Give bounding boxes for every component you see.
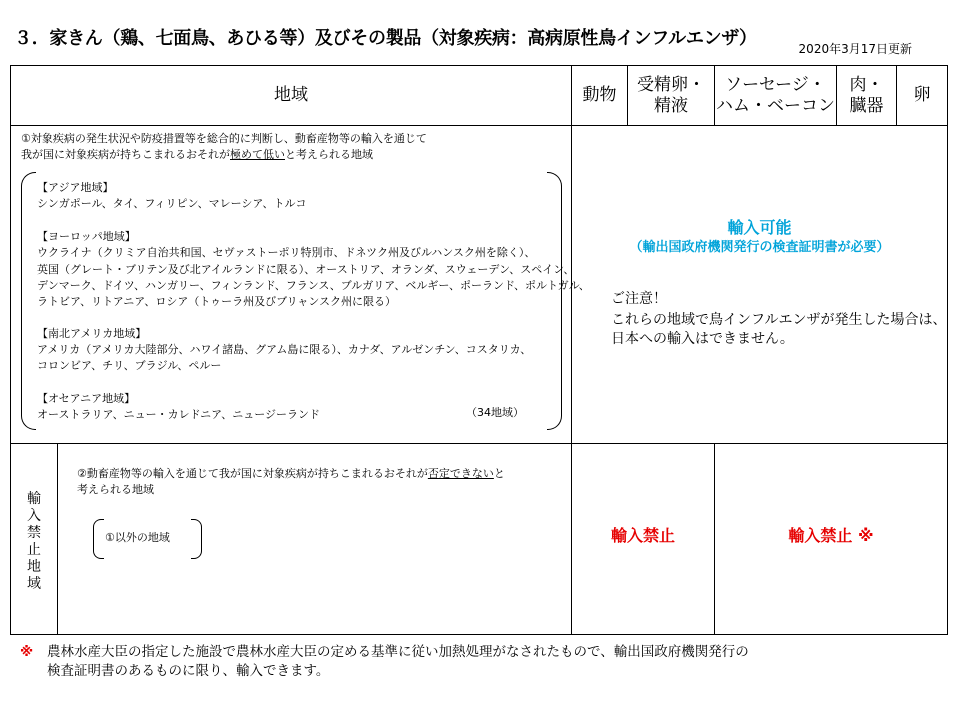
america-list-2: コロンビア、チリ、ブラジル、ペルー bbox=[37, 359, 222, 372]
banned-intro-pre: ②動畜産物等の輸入を通じて我が国に対象疾病が持ちこまれるおそれが bbox=[77, 467, 428, 480]
header-sausage-line2: ハム・ベーコン bbox=[716, 95, 835, 116]
oceania-list: オーストラリア、ニュー・カレドニア、ニュージーランド bbox=[37, 408, 321, 421]
caution-heading: ご注意！ bbox=[611, 291, 667, 307]
list-left-bracket bbox=[21, 172, 36, 430]
footnote-mark: ※ bbox=[20, 644, 34, 660]
header-region: 地域 bbox=[274, 85, 308, 105]
asia-list: シンガポール、タイ、フィリピン、マレーシア、トルコ bbox=[37, 197, 307, 210]
side-char: 輸 bbox=[27, 491, 41, 507]
america-list-1: アメリカ（アメリカ大陸部分、ハワイ諸島、グアム島に限る）、カナダ、アルゼンチン、コスタリカ、 bbox=[37, 343, 532, 356]
row-divider bbox=[11, 443, 947, 444]
europe-heading: 【ヨーロッパ地域】 bbox=[37, 230, 136, 243]
header-meat bbox=[837, 66, 896, 125]
region-divider bbox=[571, 66, 572, 634]
europe-list-1: ウクライナ（クリミア自治共和国、セヴァストーポリ特別市、ドネツク州及びルハンスク州を除く）、 bbox=[37, 246, 536, 259]
region-count: （34地域） bbox=[466, 406, 524, 419]
header-egg-semen-line2: 精液 bbox=[654, 95, 688, 116]
allowed-intro-line2 bbox=[21, 147, 373, 163]
header-sausage bbox=[715, 66, 836, 125]
other-regions: ①以外の地域 bbox=[105, 531, 170, 544]
caution-line-1: これらの地域で鳥インフルエンザが発生した場合は、 bbox=[611, 312, 947, 328]
regulation-table bbox=[10, 65, 948, 635]
header-meat-line2: 臓器 bbox=[849, 95, 884, 116]
footnote-line-2: 検査証明書のあるものに限り、輸入できます。 bbox=[47, 663, 330, 679]
banned-side-label bbox=[24, 491, 44, 593]
side-char: 禁 bbox=[27, 525, 41, 541]
side-label-divider bbox=[57, 443, 58, 634]
header-egg: 卵 bbox=[913, 85, 931, 105]
oceania-heading: 【オセアニア地域】 bbox=[37, 392, 136, 405]
america-heading: 【南北アメリカ地域】 bbox=[37, 327, 147, 340]
header-divider bbox=[11, 125, 947, 126]
header-egg-semen bbox=[628, 66, 714, 125]
header-sausage-line1: ソーセージ・ bbox=[725, 74, 826, 95]
europe-list-3: デンマーク、ドイツ、ハンガリー、フィンランド、フランス、ブルガリア、ベルギー、ポーランド、ポルトガル、 bbox=[37, 279, 590, 292]
update-date: 2020年3月17日更新 bbox=[798, 42, 912, 56]
asia-heading: 【アジア地域】 bbox=[37, 181, 114, 194]
europe-list-2: 英国（グレート・ブリテン及び北アイルランドに限る）、オーストリア、オランダ、スウェーデン、スペイン、 bbox=[37, 263, 575, 276]
other-right-bracket bbox=[191, 519, 202, 559]
side-char: 地 bbox=[27, 559, 41, 575]
side-char: 域 bbox=[27, 576, 41, 592]
banned-intro-line2: 考えられる地域 bbox=[77, 483, 154, 496]
allowed-intro-pre: 我が国に対象疾病が持ちこまれるおそれが bbox=[21, 148, 230, 161]
banned-status-products: 輸入禁止 ※ bbox=[788, 526, 874, 545]
allowed-status-note: （輸出国政府機関発行の検査証明書が必要） bbox=[629, 240, 890, 255]
other-left-bracket bbox=[93, 519, 104, 559]
banned-intro-line1 bbox=[77, 466, 505, 482]
allowed-status: 輸入可能 bbox=[727, 218, 792, 237]
banned-intro-emphasis: 否定できない bbox=[427, 467, 494, 480]
header-egg-semen-line1: 受精卵・ bbox=[637, 74, 705, 95]
allowed-intro-line1: ①対象疾病の発生状況や防疫措置等を総合的に判断し、動畜産物等の輸入を通じて bbox=[21, 132, 427, 145]
allowed-intro-post: と考えられる地域 bbox=[285, 148, 373, 161]
banned-status-animal: 輸入禁止 bbox=[610, 526, 675, 545]
footnote-line-1: 農林水産大臣の指定した施設で農林水産大臣の定める基準に従い加熱処理がなされたもので、輸出国政府機関発行の bbox=[47, 644, 749, 660]
side-char: 止 bbox=[27, 542, 41, 558]
banned-intro-post: と bbox=[493, 467, 505, 480]
page-title: ３．家きん（鶏、七面鳥、あひる等）及びその製品（対象疾病：高病原性鳥インフルエンザ） bbox=[14, 28, 757, 49]
caution-line-2: 日本への輸入はできません。 bbox=[611, 331, 794, 347]
side-char: 入 bbox=[27, 508, 41, 524]
allowed-intro-emphasis: 極めて低い bbox=[230, 148, 285, 161]
header-meat-line1: 肉・ bbox=[849, 74, 884, 95]
list-right-bracket bbox=[547, 172, 562, 430]
header-animal: 動物 bbox=[582, 85, 617, 105]
europe-list-4: ラトビア、リトアニア、ロシア（トゥーラ州及びブリャンスク州に限る） bbox=[37, 295, 396, 308]
